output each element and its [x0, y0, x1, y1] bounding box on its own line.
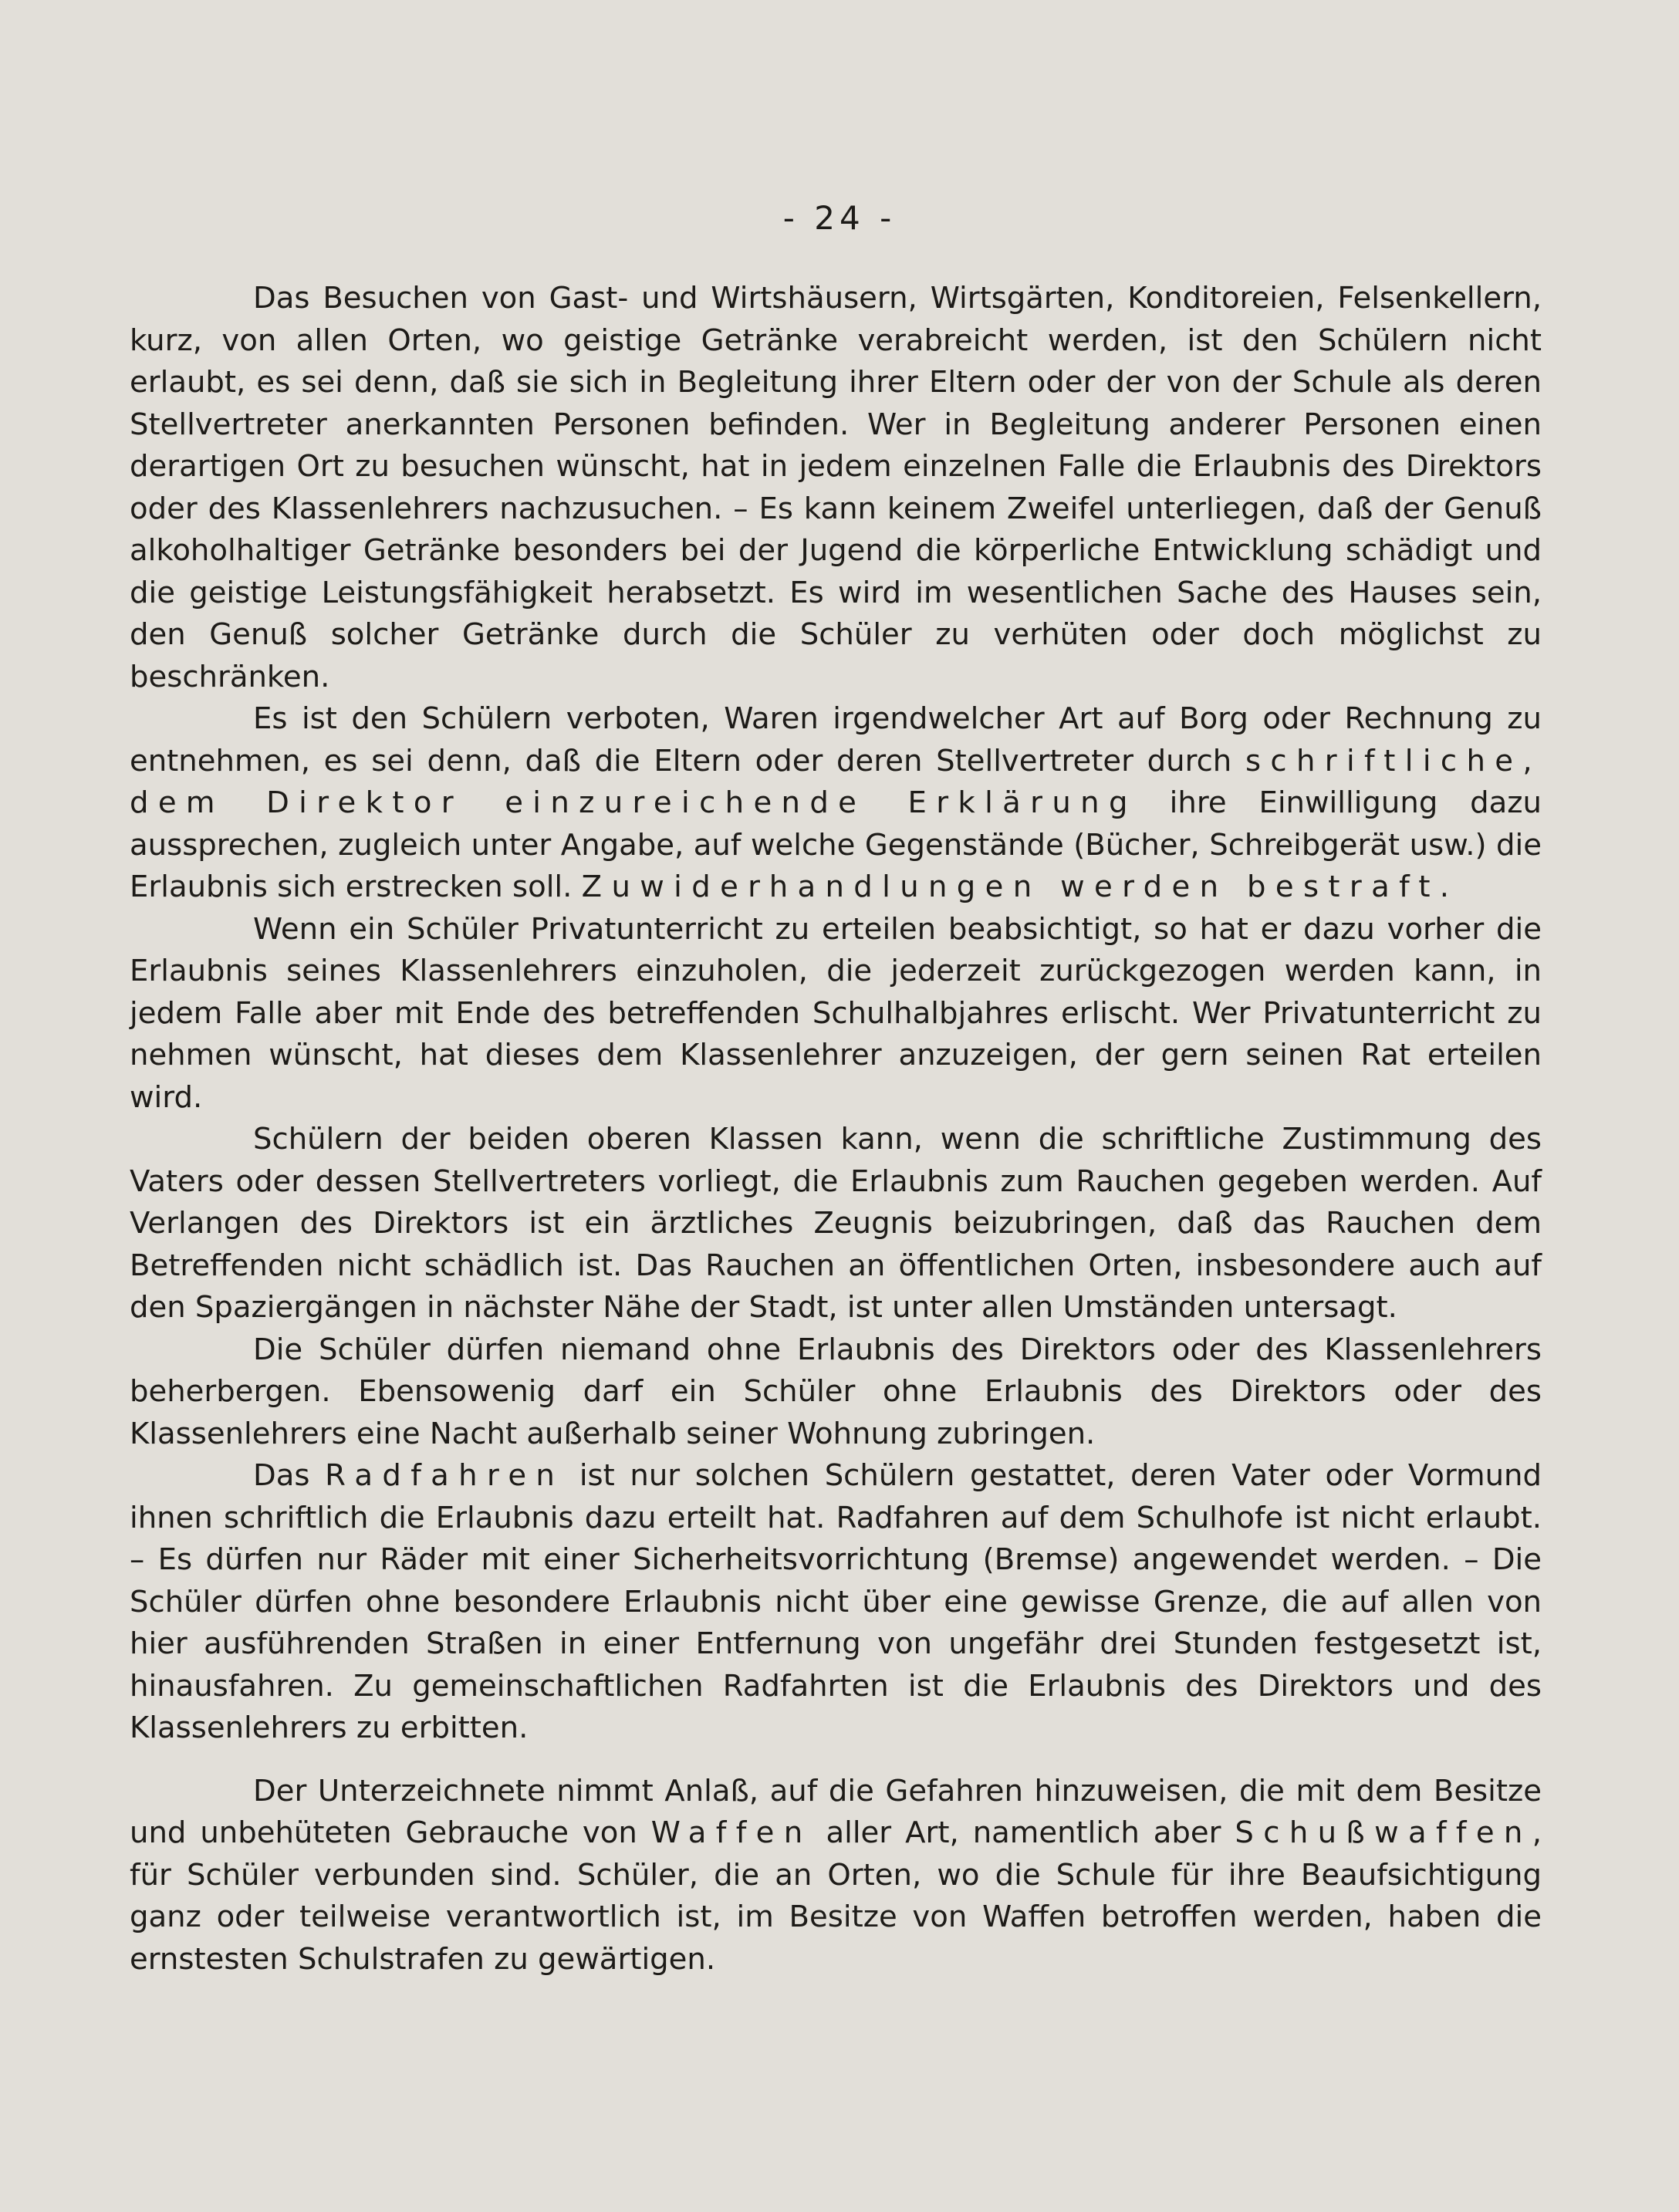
paragraph-waffen — [130, 1771, 1542, 1981]
body-text — [130, 278, 1542, 1981]
paragraph-text: Es ist den Schülern verboten, Waren irgendwelcher Art auf Borg oder Rechnung zu entnehmen, es sei denn, daß die Eltern oder deren Stellvertreter durch — [130, 701, 1542, 778]
paragraph-text: Das Besuchen von Gast- und Wirtshäusern, Wirtsgärten, Konditoreien, Felsenkellern, kurz, von allen Orten, wo geistige Getränke verabreicht werden, ist den Schülern nicht erlaubt, es sei denn, daß sie sich in Begleitung ihrer Eltern oder der von der Schule als deren Stellvertreter anerkannten Personen befinden. Wer in Begleitung anderer Personen einen derartigen Ort zu besuchen wünscht, hat in jedem einzelnen Falle die Erlaubnis des Direktors oder des Klassenlehrers nachzusuchen. – Es kann keinem Zweifel unterliegen, daß der Genuß alkoholhaltiger Getränke besonders bei der Jugend die körperliche Entwicklung schädigt und die geistige Leistungsfähigkeit herabsetzt. Es wird im wesentlichen Sache des Hauses sein, den Genuß solcher Getränke durch die Schüler zu verhüten oder doch möglichst zu beschränken. — [130, 281, 1542, 694]
emphasized-text: Radfahren — [325, 1458, 565, 1493]
paragraph-privatunterricht — [130, 909, 1542, 1120]
paragraph-rauchen — [130, 1119, 1542, 1329]
page-number: - 24 - — [782, 199, 897, 237]
paragraph-text: Schülern der beiden oberen Klassen kann, wenn die schriftliche Zustimmung des Vaters oder dessen Stellvertreters vorliegt, die Erlaubnis zum Rauchen gegeben werden. Auf Verlangen des Direktors ist ein ärztliches Zeugnis beizubringen, daß das Rauchen dem Betreffenden nicht schädlich ist. Das Rauchen an öffentlichen Orten, insbesondere auch auf den Spaziergängen in nächster Nähe der Stadt, ist unter allen Umständen untersagt. — [130, 1122, 1542, 1325]
paragraph-text: ihre Einwilligung dazu aussprechen, zugleich unter Angabe, auf welche Gegenstände (Bücher, Schreibgerät usw.) die Erlaubnis sich erstrecken soll. — [130, 785, 1542, 904]
emphasized-text: Zuwiderhandlungen werden bestraft. — [581, 870, 1459, 904]
paragraph-text: Der Unterzeichnete nimmt Anlaß, auf die Gefahren hinzuweisen, die mit dem Besitze und unbehüteten Gebrauche von — [130, 1773, 1542, 1850]
paragraph-text: , für Schüler verbunden sind. Schüler, die an Orten, wo die Schule für ihre Beaufsichtigung ganz oder teilweise verantwortlich ist, im Besitze von Waffen betroffen werden, haben die ernstesten Schulstrafen zu gewärtigen. — [130, 1815, 1542, 1977]
paragraph-text: Das — [253, 1458, 326, 1493]
paragraph-text: Die Schüler dürfen niemand ohne Erlaubnis des Direktors oder des Klassenlehrers beherbergen. Ebensowenig darf ein Schüler ohne Erlaubnis des Direktors oder des Klassenlehrers eine Nacht außerhalb seiner Wohnung zubringen. — [130, 1332, 1542, 1451]
paragraph-borg — [130, 698, 1542, 909]
paragraph-beherbergen — [130, 1329, 1542, 1456]
paragraph-radfahren — [130, 1455, 1542, 1750]
paragraph-gasthaus — [130, 278, 1542, 698]
emphasized-text: Waffen — [650, 1815, 812, 1850]
paragraph-text: aller Art, namentlich aber — [812, 1815, 1235, 1850]
paragraph-text: ist nur solchen Schülern gestattet, deren Vater oder Vormund ihnen schriftlich die Erlaubnis dazu erteilt hat. Radfahren auf dem Schulhofe ist nicht erlaubt. – Es dürfen nur Räder mit einer Sicherheitsvorrichtung (Bremse) angewendet werden. – Die Schüler dürfen ohne besondere Erlaubnis nicht über eine gewisse Grenze, die auf allen von hier ausführenden Straßen in einer Entfernung von ungefähr drei Stunden festgesetzt ist, hinausfahren. Zu gemeinschaftlichen Radfahrten ist die Erlaubnis des Direktors und des Klassenlehrers zu erbitten. — [130, 1458, 1542, 1745]
emphasized-text: schriftliche, dem Direktor einzureichende Erklärung — [130, 743, 1542, 820]
paragraph-text: Wenn ein Schüler Privatunterricht zu erteilen beabsichtigt, so hat er dazu vorher die Erlaubnis seines Klassenlehrers einzuholen, die jederzeit zurückgezogen werden kann, in jedem Falle aber mit Ende des betreffenden Schulhalbjahres erlischt. Wer Privatunterricht zu nehmen wünscht, hat dieses dem Klassenlehrer anzuzeigen, der gern seinen Rat erteilen wird. — [130, 911, 1542, 1115]
emphasized-text: Schußwaffen — [1235, 1815, 1532, 1850]
